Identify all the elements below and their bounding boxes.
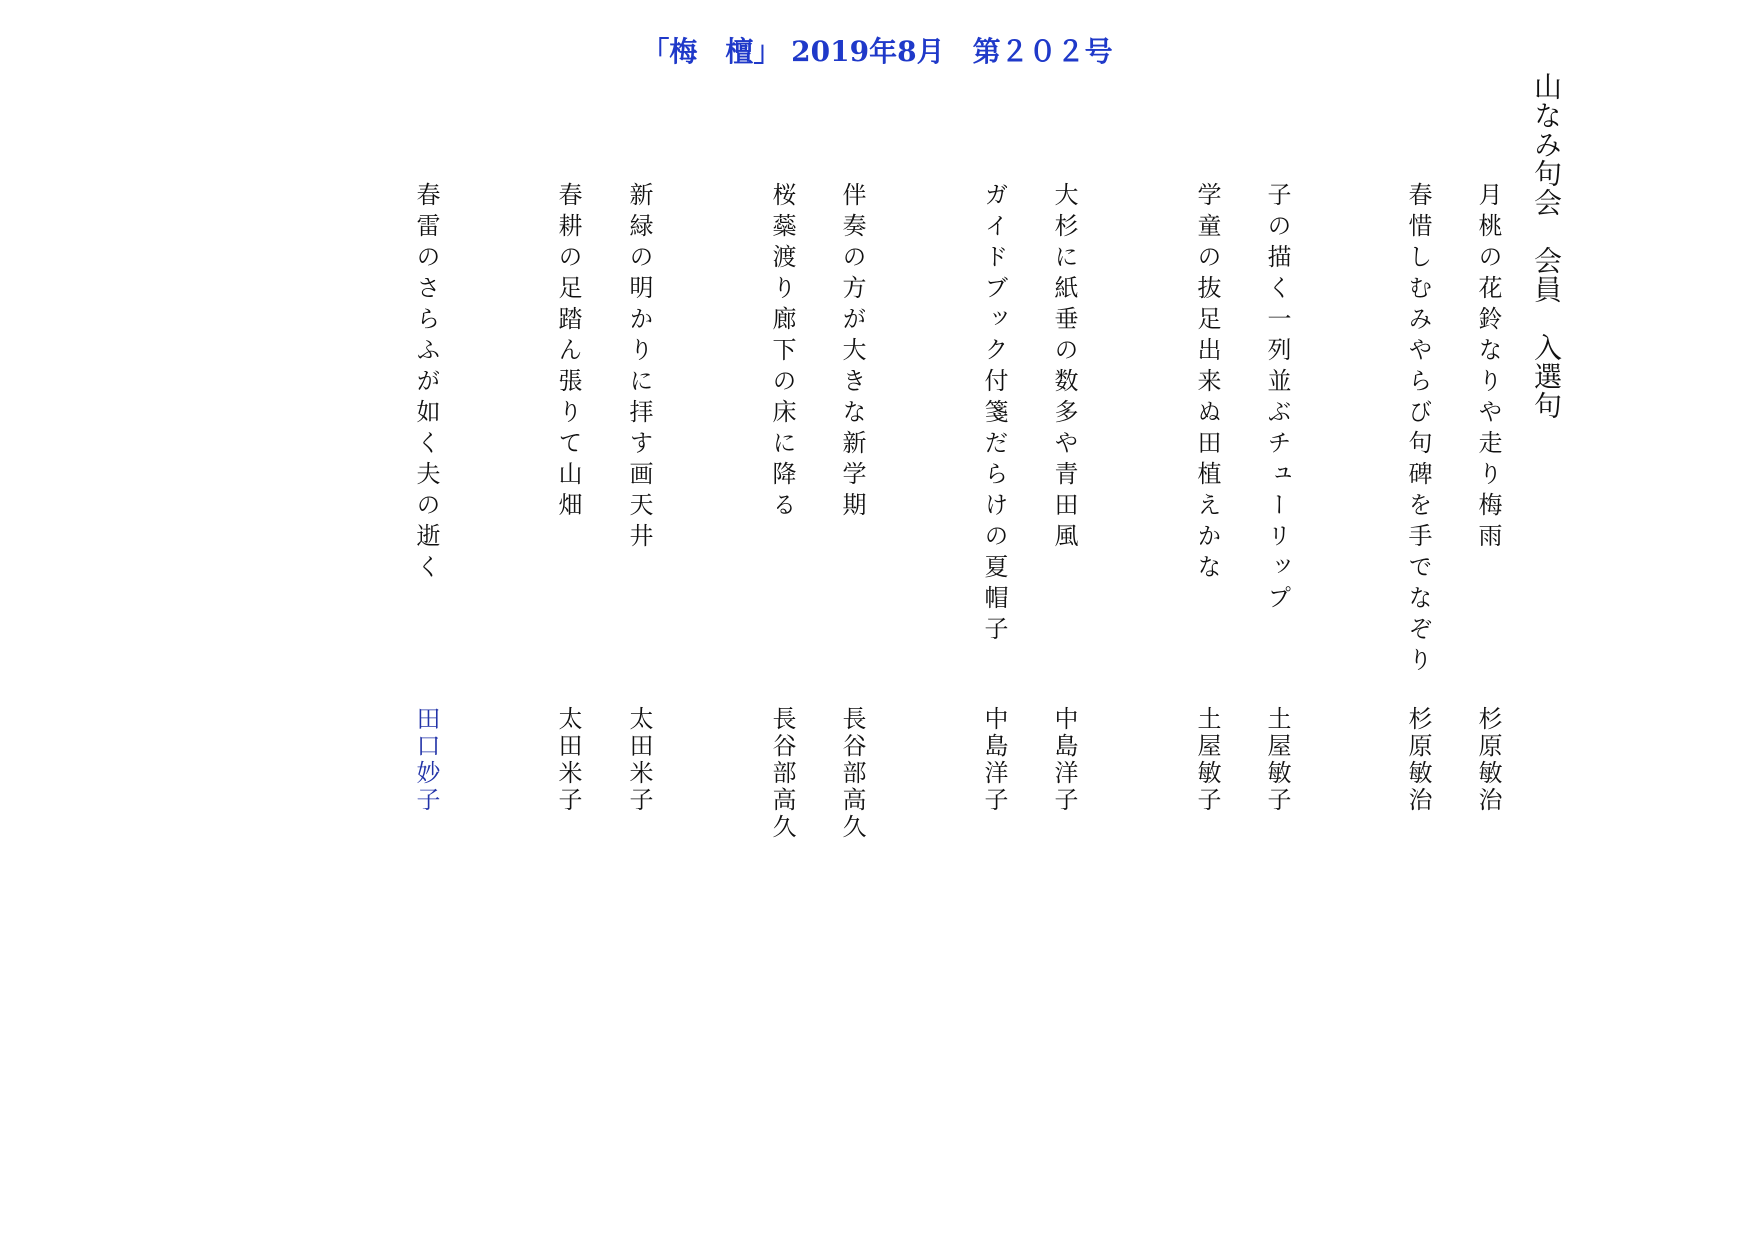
haiku-author: 長谷部高久 [838,706,866,841]
haiku-text: 春耕の足踏ん張りて山畑 [554,182,582,523]
haiku-text: 伴奏の方が大きな新学期 [838,182,866,523]
haiku-author: 太田米子 [554,706,582,814]
header-issue-line: 「梅 檀」 2019年8月 第２０２号 [641,35,1113,68]
haiku-text: 月桃の花鈴なりや走り梅雨 [1474,182,1502,554]
page-title: 山なみ句会 会員 入選句 [1530,72,1563,420]
haiku-text: 春惜しむみやらび句碑を手でなぞり [1404,182,1432,678]
haiku-author: 土屋敏子 [1263,706,1291,814]
haiku-text: 春雷のさらふが如く夫の逝く [412,182,440,585]
haiku-author: 長谷部高久 [768,706,796,841]
haiku-text: 桜蘂渡り廊下の床に降る [768,182,796,523]
haiku-author: 中島洋子 [980,706,1008,814]
haiku-author: 土屋敏子 [1193,706,1221,814]
haiku-text: 大杉に紙垂の数多や青田風 [1050,182,1078,554]
haiku-text: 新緑の明かりに拝す画天井 [625,182,653,554]
haiku-author: 中島洋子 [1050,706,1078,814]
haiku-text: ガイドブック付箋だらけの夏帽子 [980,182,1008,647]
haiku-text: 子の描く一列並ぶチューリップ [1263,182,1291,616]
haiku-author: 杉原敏治 [1404,706,1432,814]
haiku-text: 学童の抜足出来ぬ田植えかな [1193,182,1221,585]
haiku-author: 太田米子 [625,706,653,814]
haiku-author: 田口妙子 [412,706,440,814]
haiku-author: 杉原敏治 [1474,706,1502,814]
